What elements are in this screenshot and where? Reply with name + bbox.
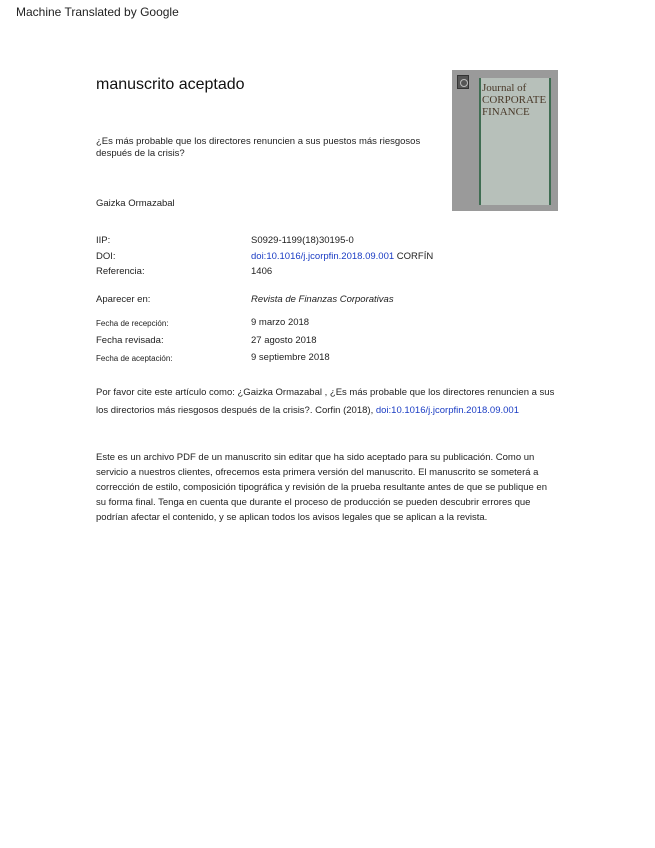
doi-link[interactable]: doi:10.1016/j.jcorpfin.2018.09.001 bbox=[251, 251, 395, 262]
received-label: Fecha de recepción: bbox=[96, 319, 169, 328]
cover-line-3: FINANCE bbox=[482, 106, 530, 118]
citation-prefix: Por favor cite este artículo como: ¿Gaizka Ormazabal bbox=[96, 387, 322, 398]
cover-line-1: Journal of bbox=[482, 82, 527, 94]
reference-label: Referencia: bbox=[96, 266, 145, 277]
manuscript-notice: Este es un archivo PDF de un manuscrito sin editar que ha sido aceptado para su publicación. Como un servicio a nuestros clientes, ofrecemos esta primera versión del manuscrito. El manuscrito se someterá a corrección de estilo, composición tipográfica y revisión de la prueba resultante antes de que se publique en su forma final. Tenga en cuenta que durante el proceso de producción se pueden descubrir errores que podrían afectar el contenido, y se aplican todos los avisos legales que se aplican a la revista. bbox=[96, 452, 547, 523]
revised-value: 27 agosto 2018 bbox=[251, 335, 317, 346]
accepted-value: 9 septiembre 2018 bbox=[251, 352, 330, 363]
cover-journal-title bbox=[482, 82, 546, 118]
publisher-logo-icon bbox=[457, 75, 469, 89]
journal-cover-image bbox=[452, 70, 558, 211]
appear-label: Aparecer en: bbox=[96, 294, 151, 305]
journal-name: Revista de Finanzas Corporativas bbox=[251, 294, 394, 305]
author-name: Gaizka Ormazabal bbox=[96, 198, 175, 209]
pii-label: IIP: bbox=[96, 235, 111, 246]
doi-value bbox=[251, 251, 433, 262]
article-title: ¿Es más probable que los directores renuncien a sus puestos más riesgosos después de la crisis? bbox=[96, 136, 421, 159]
received-value: 9 marzo 2018 bbox=[251, 317, 310, 328]
page-title: manuscrito aceptado bbox=[96, 76, 245, 93]
citation-middle: , ¿Es más probable que los directores renuncien a sus los directorios más riesgosos después de la crisis?. Corfin (2018), bbox=[96, 387, 555, 416]
accepted-label: Fecha de aceptación: bbox=[96, 354, 173, 363]
doi-suffix: CORFÍN bbox=[394, 251, 434, 262]
citation-block bbox=[96, 384, 566, 420]
revised-label: Fecha revisada: bbox=[96, 335, 164, 346]
appear-value bbox=[251, 294, 394, 305]
machine-translation-banner: Machine Translated by Google bbox=[16, 5, 179, 19]
pii-value: S0929-1199(18)30195-0 bbox=[251, 235, 354, 246]
doi-label: DOI: bbox=[96, 251, 116, 262]
citation-doi-link[interactable]: doi:10.1016/j.jcorpfin.2018.09.001 bbox=[375, 405, 519, 416]
reference-value: 1406 bbox=[251, 266, 273, 277]
cover-line-2: CORPORATE bbox=[482, 94, 547, 106]
